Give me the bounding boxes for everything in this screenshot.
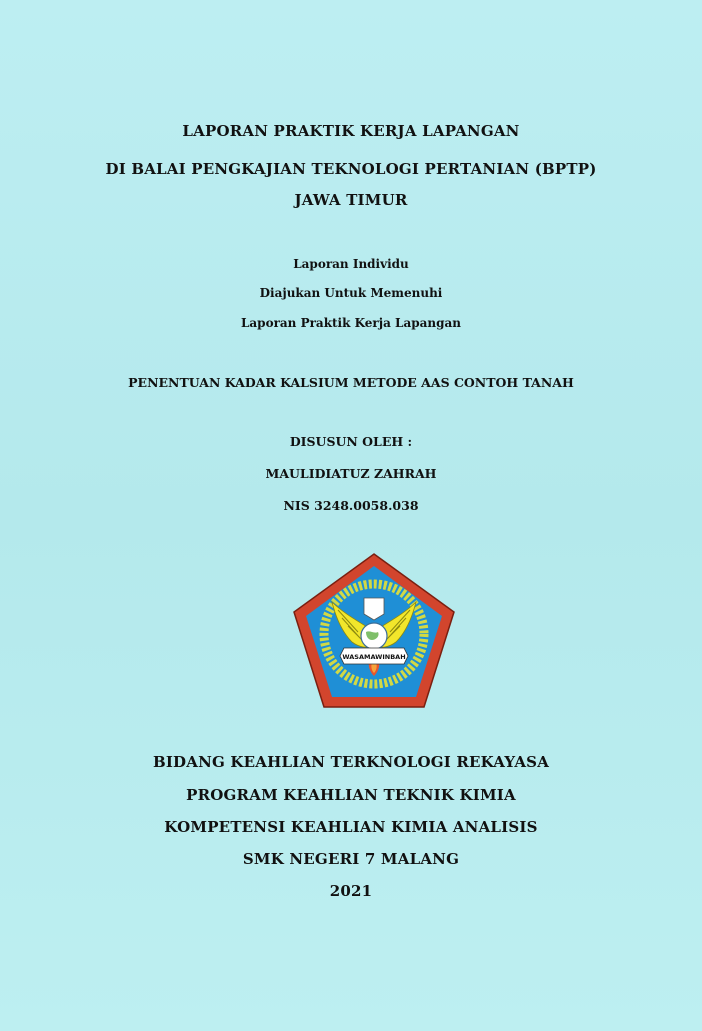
- institution-line-2: PROGRAM KEAHLIAN TEKNIK KIMIA: [186, 786, 516, 804]
- author-label: DISUSUN OLEH :: [289, 434, 413, 449]
- report-title-line-3: JAWA TIMUR: [294, 191, 408, 209]
- author-name: MAULIDIATUZ ZAHRAH: [265, 466, 437, 481]
- logo-ribbon-text: WASAMAWINBAH: [342, 653, 406, 661]
- institution-line-4: SMK NEGERI 7 MALANG: [242, 850, 460, 868]
- report-title-line-2: DI BALAI PENGKAJIAN TEKNOLOGI PERTANIAN (BPTP): [105, 160, 597, 178]
- subtitle-line-1: Laporan Individu: [293, 257, 409, 271]
- author-nis: NIS 3248.0058.038: [283, 498, 419, 513]
- report-topic: PENENTUAN KADAR KALSIUM METODE AAS CONTOH TANAH: [128, 375, 574, 390]
- subtitle-line-2: Diajukan Untuk Memenuhi: [259, 286, 443, 300]
- school-emblem-icon: [292, 552, 456, 710]
- institution-year: 2021: [329, 882, 373, 900]
- institution-line-1: BIDANG KEAHLIAN TERKNOLOGI REKAYASA: [152, 753, 550, 771]
- subtitle-line-3: Laporan Praktik Kerja Lapangan: [240, 316, 462, 330]
- report-title-line-1: LAPORAN PRAKTIK KERJA LAPANGAN: [182, 122, 520, 140]
- institution-line-3: KOMPETENSI KEAHLIAN KIMIA ANALISIS: [164, 818, 538, 836]
